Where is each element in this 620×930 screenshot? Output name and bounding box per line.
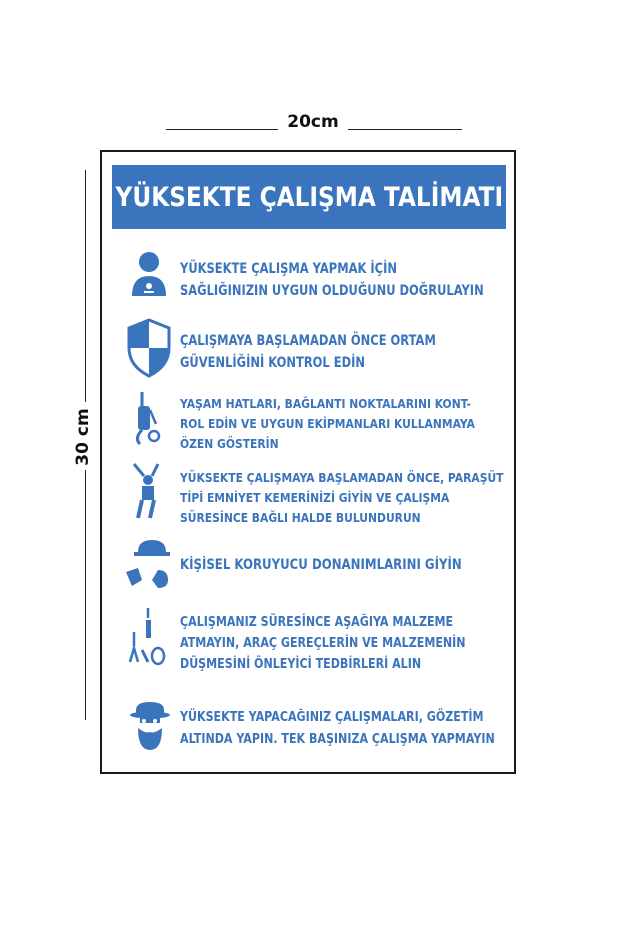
falling-tools-icon <box>124 606 174 666</box>
instruction-line: GÜVENLİĞİNİ KONTROL EDİN <box>180 355 365 371</box>
height-dimension <box>68 170 98 720</box>
instruction-line: SÜRESİNCE BAĞLI HALDE BULUNDURUN <box>180 510 421 525</box>
instruction-line: ÇALIŞMANIZ SÜRESİNCE AŞAĞIYA MALZEME <box>180 614 454 630</box>
instruction-line: ÖZEN GÖSTERİN <box>180 436 279 451</box>
instruction-text <box>180 330 436 374</box>
height-dimension-label: 30 cm <box>73 408 93 466</box>
height-dimension-line-bottom <box>85 470 86 720</box>
instruction-line: YÜKSEKTE ÇALIŞMAYA BAŞLAMADAN ÖNCE, PARAŞÜT <box>180 470 504 485</box>
instruction-line: SAĞLIĞINIZIN UYGUN OLDUĞUNU DOĞRULAYIN <box>180 283 484 299</box>
sign-header <box>112 165 506 229</box>
instruction-line: ALTINDA YAPIN. TEK BAŞINIZA ÇALIŞMA YAPMAYIN <box>180 731 495 747</box>
width-dimension-line-right <box>348 129 462 130</box>
instruction-line: ROL EDİN VE UYGUN EKİPMANLARI KULLANMAYA <box>180 416 475 431</box>
instruction-line: YÜKSEKTE YAPACAĞINIZ ÇALIŞMALARI, GÖZETİM <box>180 709 484 725</box>
instruction-item <box>124 248 514 310</box>
instruction-item <box>124 318 514 382</box>
width-dimension <box>166 112 462 134</box>
instruction-text <box>180 258 484 302</box>
instruction-line: TİPİ EMNİYET KEMERİNİZİ GİYİN VE ÇALIŞMA <box>180 490 450 505</box>
safety-sign <box>100 150 516 774</box>
instruction-line: ÇALIŞMAYA BAŞLAMADAN ÖNCE ORTAM <box>180 333 436 349</box>
instruction-text <box>180 706 495 750</box>
instruction-line: ATMAYIN, ARAÇ GEREÇLERİN VE MALZEMENİN <box>180 635 466 651</box>
instruction-line: YAŞAM HATLARI, BAĞLANTI NOKTALARINI KONT- <box>180 396 471 411</box>
height-dimension-line-top <box>85 170 86 402</box>
person-bust-icon <box>124 248 174 308</box>
instruction-line: KİŞİSEL KORUYUCU DONANIMLARINI GİYİN <box>180 557 462 573</box>
instruction-item <box>124 390 514 454</box>
instruction-item <box>124 606 514 678</box>
lifeline-hook-icon <box>124 390 174 450</box>
instruction-text <box>180 394 475 454</box>
supervisor-icon <box>124 698 174 758</box>
harnessed-worker-icon <box>124 462 174 522</box>
width-dimension-line-left <box>166 129 278 130</box>
instruction-item <box>124 698 514 758</box>
instruction-text <box>180 468 504 528</box>
instruction-text <box>180 554 462 576</box>
instruction-line: DÜŞMESİNİ ÖNLEYİCİ TEDBİRLERİ ALIN <box>180 656 422 672</box>
instruction-text <box>180 612 466 675</box>
instruction-line: YÜKSEKTE ÇALIŞMA YAPMAK İÇİN <box>180 261 397 277</box>
sign-title: YÜKSEKTE ÇALIŞMA TALİMATI <box>115 181 503 213</box>
shield-icon <box>124 318 174 378</box>
instruction-item <box>124 462 514 528</box>
instruction-item <box>124 536 514 596</box>
width-dimension-label: 20cm <box>287 112 339 132</box>
protective-equipment-icon <box>124 536 174 596</box>
